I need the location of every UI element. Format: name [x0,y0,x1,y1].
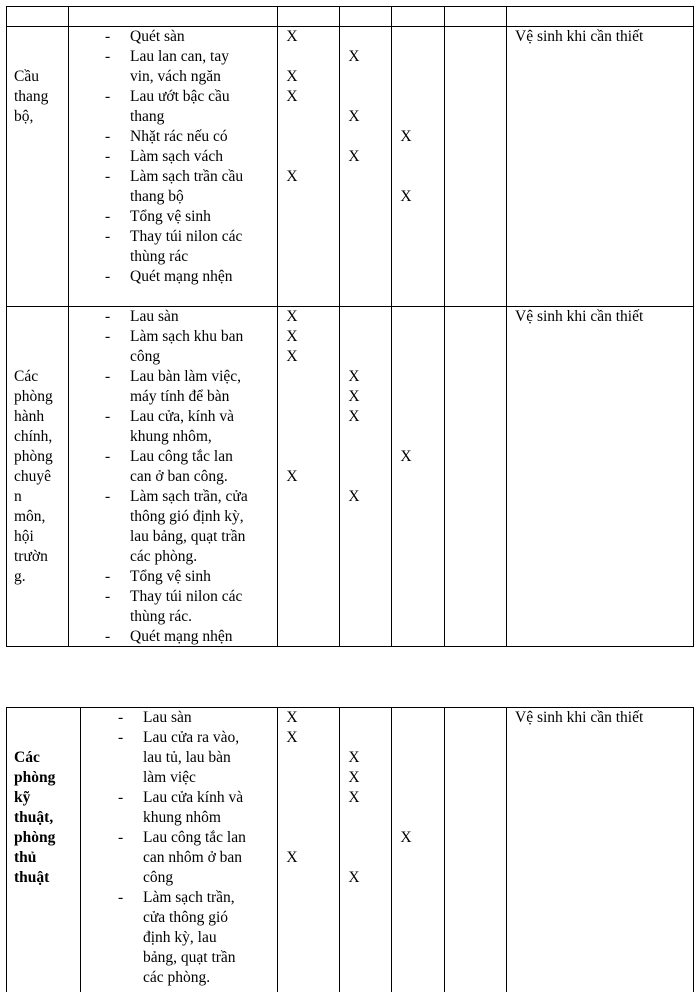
note-cell: Vệ sinh khi cần thiết [515,709,644,726]
area-cell-stairs [14,67,48,127]
table1-top-border [6,6,694,7]
check-mark: X [348,789,360,806]
check-mark: X [400,128,412,145]
table2-col-divider [339,707,340,992]
check-mark: X [348,388,360,405]
area-label-line: Các [14,749,40,766]
task-item: - Quét mạng nhện [105,268,233,285]
table2-col-divider [6,707,7,992]
check-mark: X [348,749,360,766]
check-mark: X [286,348,298,365]
check-mark: X [348,108,360,125]
area-label-line: bộ, [14,108,34,125]
task-item: - Lau ướt bậc cầu thang [105,88,230,125]
table2-col-divider [277,707,278,992]
task-list-technical-rooms [118,708,246,988]
task-item: - Làm sạch trần, cửa thông gió định kỳ, lau bảng, quạt trần các phòng. [105,488,248,565]
check-mark: X [348,408,360,425]
check-mark: X [286,68,298,85]
area-label-line: Các [14,368,39,385]
check-mark: X [286,328,298,345]
check-mark: X [348,769,360,786]
area-label-line: thuật, [14,809,54,826]
table1-col-divider [391,6,392,647]
check-mark: X [286,729,298,746]
table1-col-divider [277,6,278,647]
task-item: - Lau sàn [105,308,179,325]
area-label-line: phòng [14,448,53,465]
area-label-line: hội [14,528,34,545]
note-cell: Vệ sinh khi cần thiết [515,308,644,325]
task-item: - Quét mạng nhện [105,628,233,645]
table2-col-divider [391,707,392,992]
task-item: - Lau lan can, tay vin, vách ngăn [105,48,229,85]
check-mark: X [286,468,298,485]
area-label-line: thang [14,88,49,105]
check-mark: X [400,829,412,846]
task-item: - Làm sạch khu ban công [105,328,244,365]
table1-col-divider [693,6,694,647]
area-label-line: phòng [14,829,56,846]
check-mark: X [348,869,360,886]
task-item: - Lau cửa ra vào, lau tủ, lau bàn làm việc [118,729,240,786]
area-label-line: chuyê [14,468,52,485]
check-mark: X [286,308,298,325]
check-mark: X [400,188,412,205]
check-mark: X [400,448,412,465]
task-list-stairs [105,27,244,287]
table1-col-divider [6,6,7,647]
table1-col-divider [68,6,69,647]
area-label-line: Cầu [14,68,39,85]
area-label-line: phòng [14,769,56,786]
task-item: - Lau bàn làm việc, máy tính để bàn [105,368,242,405]
check-mark: X [286,709,298,726]
table2-col-divider [444,707,445,992]
task-item: - Nhặt rác nếu có [105,128,228,145]
table2-col-divider [80,707,81,992]
task-item: - Quét sàn [105,28,185,45]
check-mark: X [286,849,298,866]
task-list-admin-rooms [105,307,248,647]
area-cell-technical-rooms [14,748,55,888]
task-item: - Lau công tắc lan can ở ban công. [105,448,233,485]
note-cell: Vệ sinh khi cần thiết [515,28,644,45]
check-mark: X [348,48,360,65]
check-mark: X [348,148,360,165]
task-item: - Lau cửa, kính và khung nhôm, [105,408,234,445]
check-mark: X [286,168,298,185]
area-label-line: phòng [14,388,53,405]
task-item: - Lau sàn [118,709,192,726]
area-label-line: môn, [14,508,46,525]
check-mark: X [348,368,360,385]
task-item: - Tổng vệ sinh [105,208,211,225]
area-label-line: thủ [14,849,37,866]
task-item: - Thay túi nilon các thùng rác [105,228,243,265]
task-item: - Làm sạch trần cầu thang bộ [105,168,244,205]
task-item: - Làm sạch vách [105,148,223,165]
table1-col-divider [506,6,507,647]
table2-col-divider [506,707,507,992]
area-label-line: thuật [14,869,50,886]
area-label-line: g. [14,568,26,585]
area-label-line: kỹ [14,789,31,806]
task-item: - Thay túi nilon các thùng rác. [105,588,243,625]
task-item: - Lau công tắc lan can nhôm ở ban công [118,829,246,886]
area-label-line: trườn [14,548,48,565]
area-label-line: chính, [14,428,53,445]
table1-col-divider [339,6,340,647]
check-mark: X [286,28,298,45]
area-label-line: hành [14,408,45,425]
table1-col-divider [444,6,445,647]
task-item: - Tổng vệ sinh [105,568,211,585]
task-item: - Làm sạch trần, cửa thông gió định kỳ, lau bảng, quạt trần các phòng. [118,889,236,986]
area-cell-admin-rooms [14,367,53,587]
check-mark: X [286,88,298,105]
task-item: - Lau cửa kính và khung nhôm [118,789,244,826]
table2-col-divider [693,707,694,992]
check-mark: X [348,488,360,505]
area-label-line: n [14,488,22,505]
